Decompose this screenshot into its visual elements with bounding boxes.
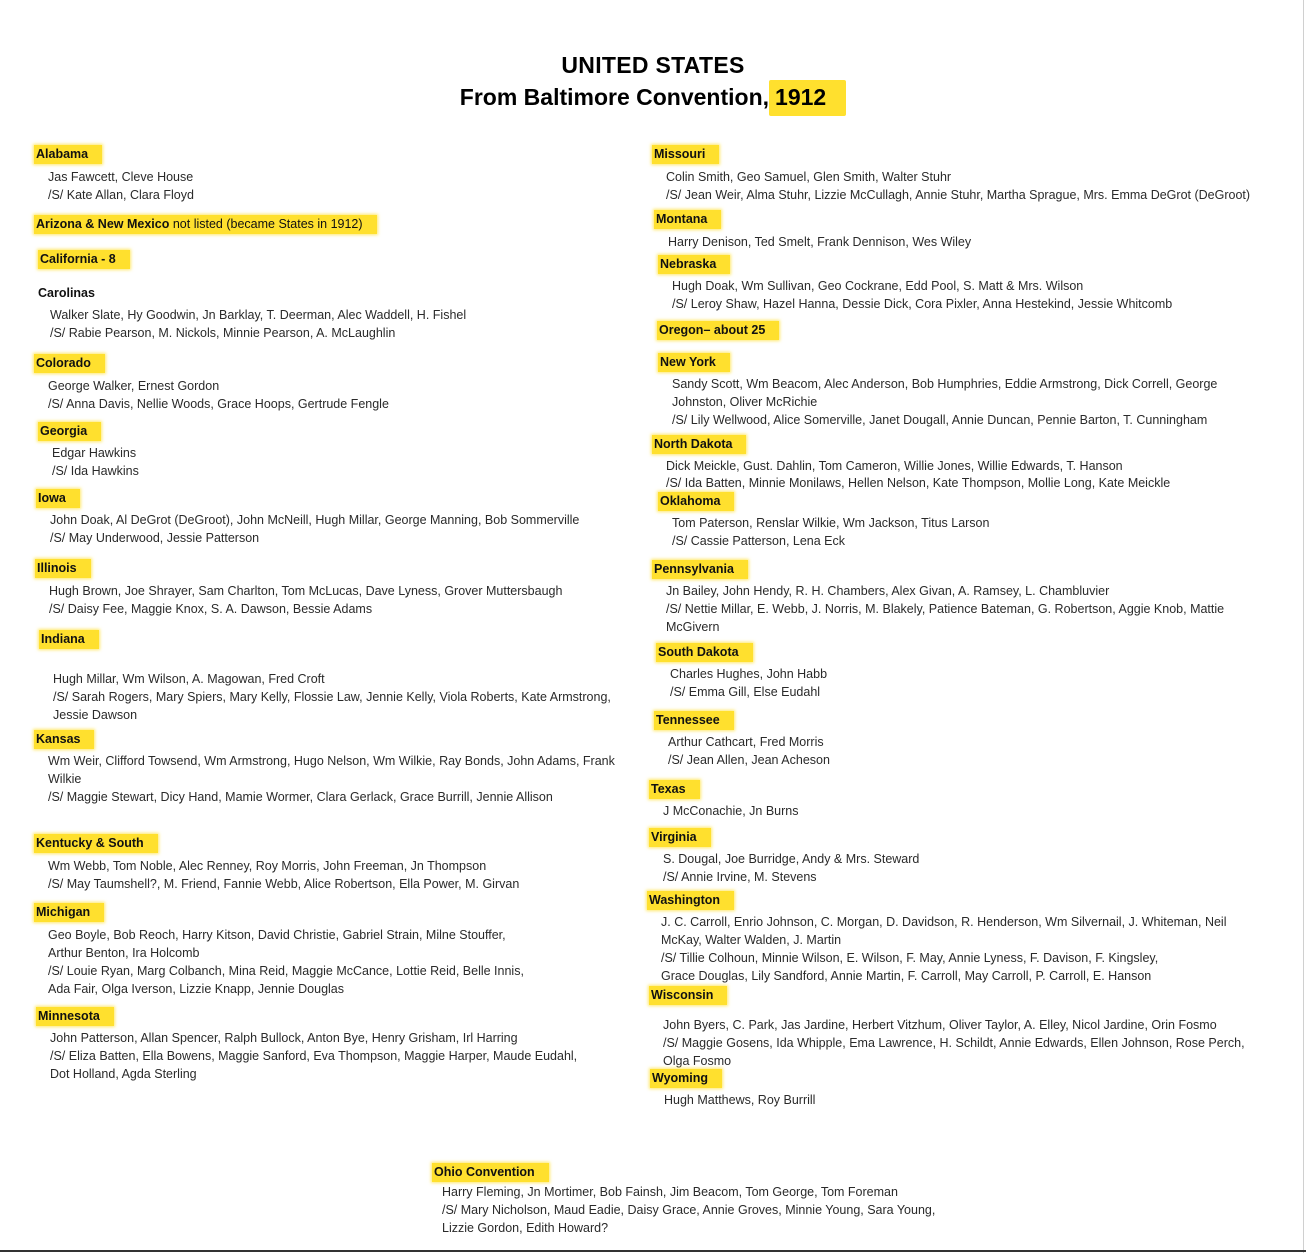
name-line: /S/ May Taumshell?, M. Friend, Fannie Webb, Alice Robertson, Ella Power, M. Girvan [48,877,520,891]
state-heading [36,146,102,162]
name-line: Charles Hughes, John Habb [670,667,828,681]
state-heading [38,285,109,301]
name-line: S. Dougal, Joe Burridge, Andy & Mrs. Steward [663,852,920,866]
page-border-right [1303,0,1304,1253]
state-name: South Dakota [656,643,753,662]
name-line: Johnston, Oliver McRichie [672,395,818,409]
state-heading [658,644,753,660]
state-name: Wisconsin [649,986,727,1005]
name-line: Colin Smith, Geo Samuel, Glen Smith, Walter Stuhr [666,170,952,184]
name-line: Edgar Hawkins [52,446,137,460]
name-line: John Doak, Al DeGrot (DeGroot), John McNeill, Hugh Millar, George Manning, Bob Sommerville [50,513,580,527]
name-line: /S/ Ida Batten, Minnie Monilaws, Hellen Nelson, Kate Thompson, Mollie Long, Kate Meickle [666,476,1171,490]
state-name: California - 8 [38,250,130,269]
name-line: Hugh Brown, Joe Shrayer, Sam Charlton, Tom McLucas, Dave Lyness, Grover Muttersbaugh [49,584,563,598]
name-line: Harry Denison, Ted Smelt, Frank Dennison, Wes Wiley [668,235,972,249]
name-line: Hugh Millar, Wm Wilson, A. Magowan, Fred Croft [53,672,325,686]
state-name: Kentucky & South [34,834,158,853]
name-line: /S/ Rabie Pearson, M. Nickols, Minnie Pearson, A. McLaughlin [50,326,396,340]
name-line: /S/ Emma Gill, Else Eudahl [670,685,821,699]
state-name: Montana [654,210,721,229]
state-name: Arizona & New Mexico not listed (became States in 1912) [34,215,377,234]
state-heading [36,216,377,232]
name-line: Grace Douglas, Lily Sandford, Annie Martin, F. Carroll, May Carroll, P. Carroll, E. Hanson [661,969,1152,983]
name-line: John Byers, C. Park, Jas Jardine, Herbert Vitzhum, Oliver Taylor, A. Elley, Nicol Jardine, Orin Fosmo [663,1018,1217,1032]
state-heading [660,354,730,370]
ohio-name-line: Lizzie Gordon, Edith Howard? [442,1221,609,1235]
name-line: Hugh Matthews, Roy Burrill [664,1093,816,1107]
state-heading [36,904,104,920]
state-heading [36,355,105,371]
state-heading [38,490,80,506]
name-line: /S/ Kate Allan, Clara Floyd [48,188,194,202]
state-name: Nebraska [658,255,730,274]
name-line: Tom Paterson, Renslar Wilkie, Wm Jackson, Titus Larson [672,516,990,530]
name-line: /S/ Cassie Patterson, Lena Eck [672,534,846,548]
state-name: Indiana [39,630,99,649]
state-name: Minnesota [36,1007,114,1026]
name-line: /S/ Leroy Shaw, Hazel Hanna, Dessie Dick, Cora Pixler, Anna Hestekind, Jessie Whitcomb [672,297,1173,311]
name-line: Wm Weir, Clifford Towsend, Wm Armstrong, Hugo Nelson, Wm Wilkie, Ray Bonds, John Adams, Frank [48,754,615,768]
state-name: Virginia [649,828,711,847]
name-line: /S/ Maggie Stewart, Dicy Hand, Mamie Wormer, Clara Gerlack, Grace Burrill, Jennie Allison [48,790,553,804]
ohio-name-line: /S/ Mary Nicholson, Maud Eadie, Daisy Grace, Annie Groves, Minnie Young, Sara Young, [442,1203,936,1217]
state-heading [651,829,711,845]
title-line-2 [0,84,1306,111]
state-heading [651,987,727,1003]
state-heading [651,781,700,797]
name-line: Ada Fair, Olga Iverson, Lizzie Knapp, Jennie Douglas [48,982,345,996]
state-heading [660,493,734,509]
state-name: Texas [649,780,700,799]
state-name: Kansas [34,730,94,749]
state-name: Wyoming [650,1069,722,1088]
ohio-heading [434,1164,549,1180]
state-name: Alabama [34,145,102,164]
name-line: McGivern [666,620,720,634]
state-heading [652,1070,722,1086]
state-heading [659,322,779,338]
name-line: /S/ Lily Wellwood, Alice Somerville, Janet Dougall, Annie Duncan, Pennie Barton, T. Cunningham [672,413,1208,427]
name-line: McKay, Walter Walden, J. Martin [661,933,842,947]
name-line: /S/ Annie Irvine, M. Stevens [663,870,817,884]
state-heading [649,892,734,908]
title-year-highlight [769,80,846,116]
state-heading [660,256,730,272]
state-name: Oklahoma [658,492,734,511]
name-line: Wm Webb, Tom Noble, Alec Renney, Roy Morris, John Freeman, Jn Thompson [48,859,487,873]
name-line: Sandy Scott, Wm Beacom, Alec Anderson, Bob Humphries, Eddie Armstrong, Dick Correll, George [672,377,1218,391]
state-heading [36,731,94,747]
name-line: /S/ Tillie Colhoun, Minnie Wilson, E. Wilson, F. May, Annie Lyness, F. Davison, F. Kingsley, [661,951,1159,965]
name-line: Arthur Benton, Ira Holcomb [48,946,200,960]
state-heading [41,631,99,647]
state-heading [656,211,721,227]
state-heading [654,561,748,577]
state-heading [37,560,91,576]
state-heading [40,251,130,267]
state-heading [36,835,158,851]
state-name: Tennessee [654,711,734,730]
name-line: George Walker, Ernest Gordon [48,379,220,393]
name-line: /S/ Louie Ryan, Marg Colbanch, Mina Reid, Maggie McCance, Lottie Reid, Belle Innis, [48,964,524,978]
name-line: Hugh Doak, Wm Sullivan, Geo Cockrane, Edd Pool, S. Matt & Mrs. Wilson [672,279,1084,293]
state-name: North Dakota [652,435,746,454]
name-line: /S/ Ida Hawkins [52,464,139,478]
name-line: /S/ Eliza Batten, Ella Bowens, Maggie Sanford, Eva Thompson, Maggie Harper, Maude Eudahl, [50,1049,578,1063]
ohio-name: Ohio Convention [432,1163,549,1182]
name-line: Dick Meickle, Gust. Dahlin, Tom Cameron, Willie Jones, Willie Edwards, T. Hanson [666,459,1123,473]
state-name: Missouri [652,145,719,164]
state-name: Illinois [35,559,91,578]
name-line: Dot Holland, Agda Sterling [50,1067,197,1081]
name-line: /S/ Sarah Rogers, Mary Spiers, Mary Kelly, Flossie Law, Jennie Kelly, Viola Roberts, Kate Armstrong, [53,690,611,704]
name-line: Arthur Cathcart, Fred Morris [668,735,824,749]
state-heading [38,1008,114,1024]
state-name: Georgia [38,422,101,441]
name-line: John Patterson, Allan Spencer, Ralph Bullock, Anton Bye, Henry Grisham, Irl Harring [50,1031,518,1045]
state-name: Oregon– about 25 [657,321,779,340]
state-heading [654,146,719,162]
name-line: Geo Boyle, Bob Reoch, Harry Kitson, David Christie, Gabriel Strain, Milne Stouffer, [48,928,506,942]
name-line: Wilkie [48,772,82,786]
name-line: Jn Bailey, John Hendy, R. H. Chambers, Alex Givan, A. Ramsey, L. Chambluvier [666,584,1110,598]
page-border-bottom [0,1250,1306,1252]
state-name: Washington [647,891,734,910]
name-line: /S/ Maggie Gosens, Ida Whipple, Ema Lawrence, H. Schildt, Annie Edwards, Ellen Johnson, Rose Perch, [663,1036,1245,1050]
name-line: /S/ Jean Allen, Jean Acheson [668,753,830,767]
name-line: /S/ May Underwood, Jessie Patterson [50,531,260,545]
state-name: Pennsylvania [652,560,748,579]
state-heading [40,423,101,439]
state-heading [654,436,746,452]
name-line: /S/ Jean Weir, Alma Stuhr, Lizzie McCullagh, Annie Stuhr, Martha Sprague, Mrs. Emma DeGrot (DeGroot) [666,188,1251,202]
name-line: /S/ Nettie Millar, E. Webb, J. Norris, M. Blakely, Patience Bateman, G. Robertson, Aggie Knob, Mattie [666,602,1225,616]
name-line: /S/ Anna Davis, Nellie Woods, Grace Hoops, Gertrude Fengle [48,397,389,411]
state-name: Colorado [34,354,105,373]
name-line: Walker Slate, Hy Goodwin, Jn Barklay, T. Deerman, Alec Waddell, H. Fishel [50,308,467,322]
ohio-name-line: Harry Fleming, Jn Mortimer, Bob Fainsh, Jim Beacom, Tom George, Tom Foreman [442,1185,898,1199]
name-line: Jessie Dawson [53,708,138,722]
name-line: J McConachie, Jn Burns [663,804,799,818]
title-year: 1912 [775,84,827,110]
name-line: Jas Fawcett, Cleve House [48,170,194,184]
state-name: Iowa [36,489,80,508]
name-line: J. C. Carroll, Enrio Johnson, C. Morgan, D. Davidson, R. Henderson, Wm Silvernail, J. Whiteman, Neil [661,915,1227,929]
state-name: New York [658,353,730,372]
state-name: Michigan [34,903,104,922]
title-prefix: From Baltimore Convention, [459,84,770,110]
name-line: /S/ Daisy Fee, Maggie Knox, S. A. Dawson, Bessie Adams [49,602,373,616]
state-note: not listed (became States in 1912) [169,217,363,231]
name-line: Olga Fosmo [663,1054,732,1068]
state-name: Carolinas [38,286,95,300]
state-heading [656,712,734,728]
title-line-1: UNITED STATES [561,52,745,78]
